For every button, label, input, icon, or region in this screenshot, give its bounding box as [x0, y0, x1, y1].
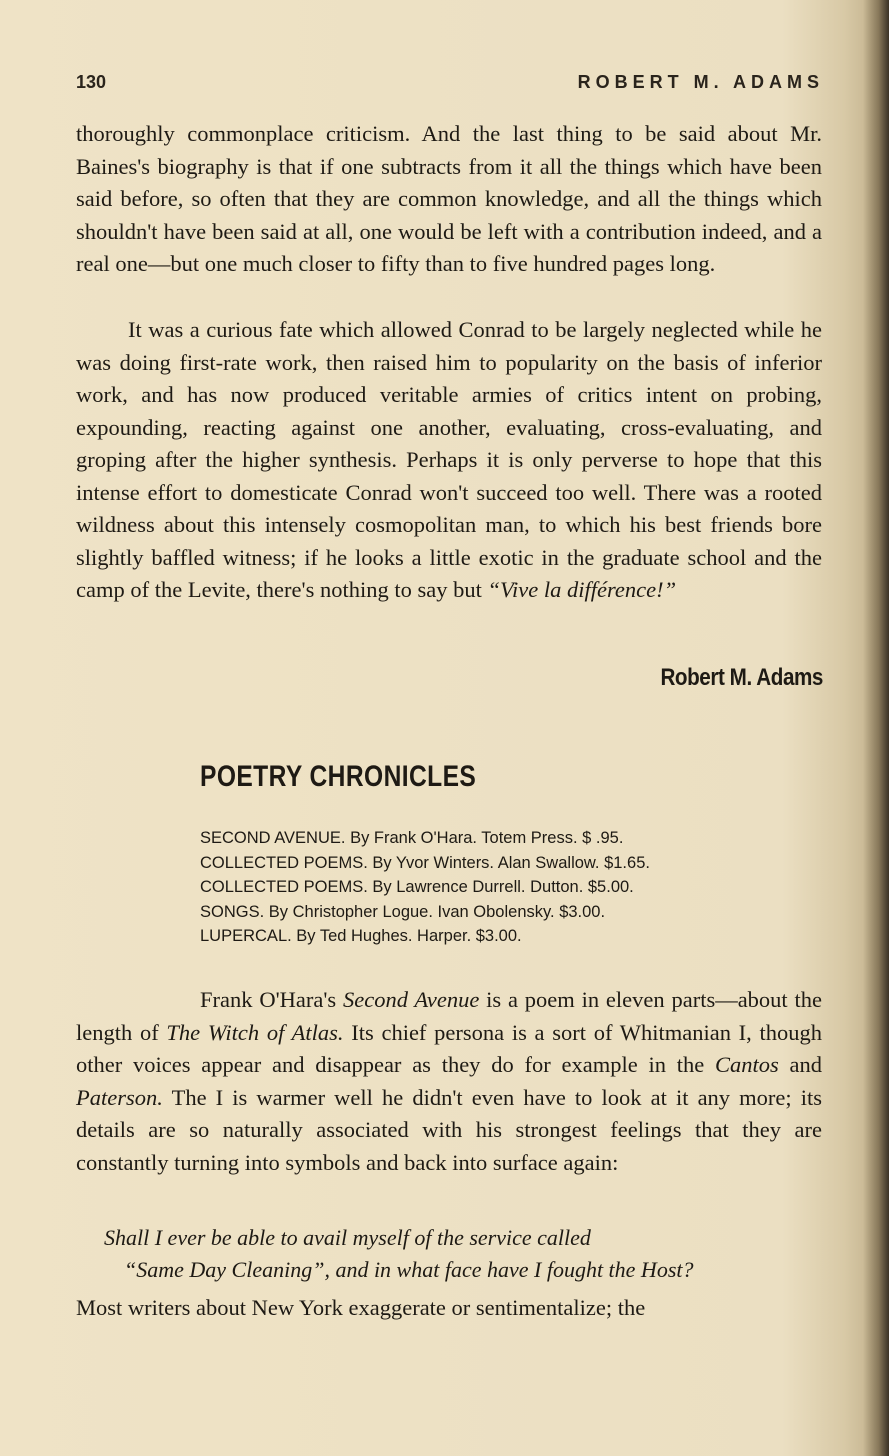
- paragraph-1: thoroughly commonplace criticism. And the last thing to be said about Mr. Baines's biography is that if one subtracts from it all the things which have been said before, so often that they are common knowledge, and all the things which shouldn't have been said at all, one would be left with a contribution indeed, and a real one—but one much closer to fifty than to five hundred pages long.: [76, 121, 822, 276]
- paragraph-3: [76, 984, 822, 1179]
- p3-text: and: [778, 1052, 822, 1077]
- p3-text: Its chief persona is a sort of Whitmanian I, though other voices appear and disappear as they do for example in the: [76, 1019, 823, 1077]
- section-title: POETRY CHRONICLES: [200, 760, 477, 793]
- p3-title: Cantos: [714, 1052, 779, 1077]
- book-entry: COLLECTED POEMS. By Yvor Winters. Alan Swallow. $1.65.: [200, 853, 650, 872]
- running-head: ROBERT M. ADAMS: [577, 72, 824, 92]
- paragraph-2: [76, 314, 822, 607]
- page-spine-shadow: [863, 0, 889, 1456]
- paragraph-2-text: It was a curious fate which allowed Conrad to be largely neglected while he was doing first-rate work, then raised him to popularity on the basis of inferior work, and has now produced veritable armies of critics intent on probing, expounding, reacting against one another, evaluating, cross-evaluating, and groping after the higher synthesis. Perhaps it is only perverse to hope that this intense effort to domesticate Conrad won't succeed too well. There was a rooted wildness about this intensely cosmopolitan man, to which his best friends bore slightly baffled witness; if he looks a little exotic in the graduate school and the camp of the Levite, there's nothing to say but: [76, 317, 822, 602]
- page-number: 130: [76, 72, 107, 92]
- book-entry: SONGS. By Christopher Logue. Ivan Obolensky. $3.00.: [200, 902, 606, 921]
- author-signature: Robert M. Adams: [660, 664, 823, 691]
- paragraph-2-quote: “Vive la différence!”: [487, 577, 677, 602]
- verse-line-1: Shall I ever be able to avail myself of the service called: [104, 1225, 591, 1250]
- p3-title: Paterson.: [76, 1084, 163, 1110]
- book-entry: LUPERCAL. By Ted Hughes. Harper. $3.00.: [200, 927, 522, 946]
- book-entry: COLLECTED POEMS. By Lawrence Durrell. Dutton. $5.00.: [200, 878, 634, 897]
- p3-title: Second Avenue: [342, 987, 480, 1012]
- page-header: [76, 72, 824, 102]
- book-list: [200, 826, 650, 949]
- book-entry: SECOND AVENUE. By Frank O'Hara. Totem Press. $ .95.: [200, 829, 624, 847]
- p3-text: Frank O'Hara's: [200, 987, 343, 1012]
- p3-text: The I is warmer well he didn't even have to look at it any more; its details are so naturally associated with his strongest feelings that they are constantly turning into symbols and back into surface again:: [76, 1084, 822, 1175]
- p3-text: is a poem in eleven parts—about the length of: [76, 987, 822, 1045]
- p3-title: The Witch of Atlas.: [166, 1019, 344, 1045]
- paragraph-4: Most writers about New York exaggerate or sentimentalize; the: [76, 1295, 646, 1320]
- verse-line-2: “Same Day Cleaning”, and in what face have I fought the Host?: [124, 1257, 694, 1282]
